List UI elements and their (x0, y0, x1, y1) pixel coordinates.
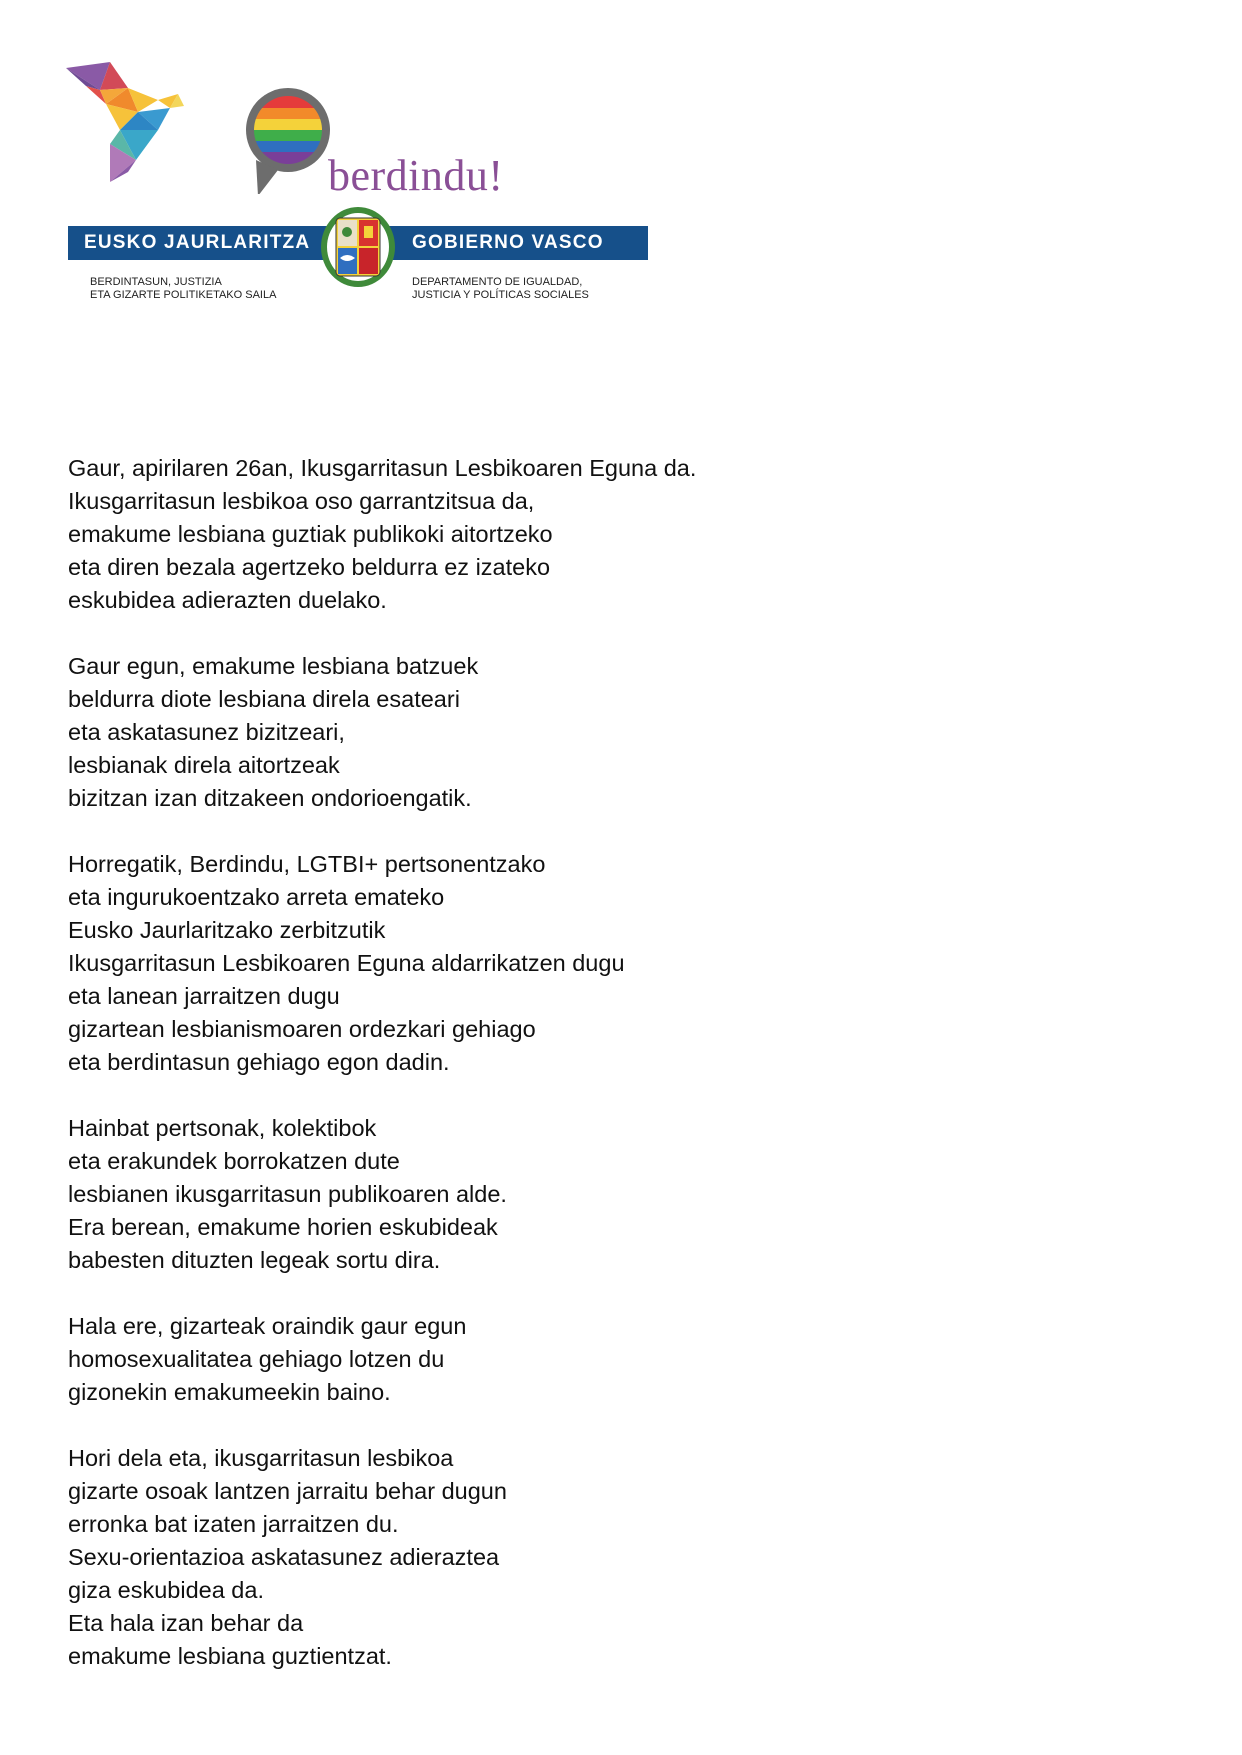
paragraph-line: Ikusgarritasun lesbikoa oso garrantzitsua da, (68, 488, 535, 514)
dept-spanish-line-1: DEPARTAMENTO DE IGUALDAD, (412, 276, 583, 288)
paragraph-line: eta ingurukoentzako arreta emateko (68, 884, 445, 910)
paragraph (68, 452, 968, 617)
paragraph-line: Gaur egun, emakume lesbiana batzuek (68, 653, 479, 679)
paragraph (68, 1112, 968, 1277)
paragraph-line: bizitzan izan ditzakeen ondorioengatik. (68, 785, 472, 811)
statement-body (68, 452, 968, 1706)
paragraph-line: eskubidea adierazten duelako. (68, 587, 387, 613)
paragraph-line: gizarte osoak lantzen jarraitu behar dugun (68, 1478, 507, 1504)
paragraph-line: Hainbat pertsonak, kolektibok (68, 1115, 377, 1141)
paragraph (68, 848, 968, 1079)
paragraph-line: lesbianen ikusgarritasun publikoaren alde. (68, 1181, 507, 1207)
paragraph-line: Hori dela eta, ikusgarritasun lesbikoa (68, 1445, 454, 1471)
paragraph (68, 1310, 968, 1409)
paragraph-line: beldurra diote lesbiana direla esateari (68, 686, 460, 712)
header-logos (66, 60, 666, 310)
paragraph-line: Era berean, emakume horien eskubideak (68, 1214, 498, 1240)
gov-name-basque: EUSKO JAURLARITZA (84, 232, 311, 253)
paragraph (68, 650, 968, 815)
origami-bird-logo (66, 60, 206, 195)
dept-basque-line-1: BERDINTASUN, JUSTIZIA (90, 276, 222, 288)
paragraph-line: emakume lesbiana guztiak publikoki aitortzeko (68, 521, 553, 547)
paragraph-line: erronka bat izaten jarraitzen du. (68, 1511, 399, 1537)
paragraph-line: Gaur, apirilaren 26an, Ikusgarritasun Lesbikoaren Eguna da. (68, 455, 697, 481)
paragraph-line: babesten dituzten legeak sortu dira. (68, 1247, 441, 1273)
paragraph-line: Sexu-orientazioa askatasunez adieraztea (68, 1544, 500, 1570)
paragraph-line: gizartean lesbianismoaren ordezkari gehiago (68, 1016, 536, 1042)
dept-spanish-line-2: JUSTICIA Y POLÍTICAS SOCIALES (412, 289, 589, 301)
paragraph-line: Eta hala izan behar da (68, 1610, 304, 1636)
paragraph-line: eta berdintasun gehiago egon dadin. (68, 1049, 450, 1075)
paragraph (68, 1442, 968, 1673)
department-spanish (412, 276, 589, 302)
basque-coat-of-arms-icon (320, 206, 396, 288)
rainbow-speech-bubble-logo (244, 84, 334, 194)
paragraph-line: Horregatik, Berdindu, LGTBI+ pertsonentzako (68, 851, 546, 877)
dept-basque-line-2: ETA GIZARTE POLITIKETAKO SAILA (90, 289, 277, 301)
paragraph-line: emakume lesbiana guztientzat. (68, 1643, 392, 1669)
paragraph-line: giza eskubidea da. (68, 1577, 264, 1603)
paragraph-line: eta erakundek borrokatzen dute (68, 1148, 400, 1174)
berdindu-wordmark: berdindu! (328, 151, 504, 200)
paragraph-line: Ikusgarritasun Lesbikoaren Eguna aldarrikatzen dugu (68, 950, 625, 976)
paragraph-line: eta askatasunez bizitzeari, (68, 719, 345, 745)
paragraph-line: lesbianak direla aitortzeak (68, 752, 340, 778)
paragraph-line: Hala ere, gizarteak oraindik gaur egun (68, 1313, 467, 1339)
paragraph-line: homosexualitatea gehiago lotzen du (68, 1346, 445, 1372)
paragraph-line: gizonekin emakumeekin baino. (68, 1379, 391, 1405)
paragraph-line: Eusko Jaurlaritzako zerbitzutik (68, 917, 386, 943)
paragraph-line: eta diren bezala agertzeko beldurra ez izateko (68, 554, 551, 580)
paragraph-line: eta lanean jarraitzen dugu (68, 983, 340, 1009)
gov-name-spanish: GOBIERNO VASCO (412, 232, 604, 253)
department-basque (90, 276, 276, 302)
